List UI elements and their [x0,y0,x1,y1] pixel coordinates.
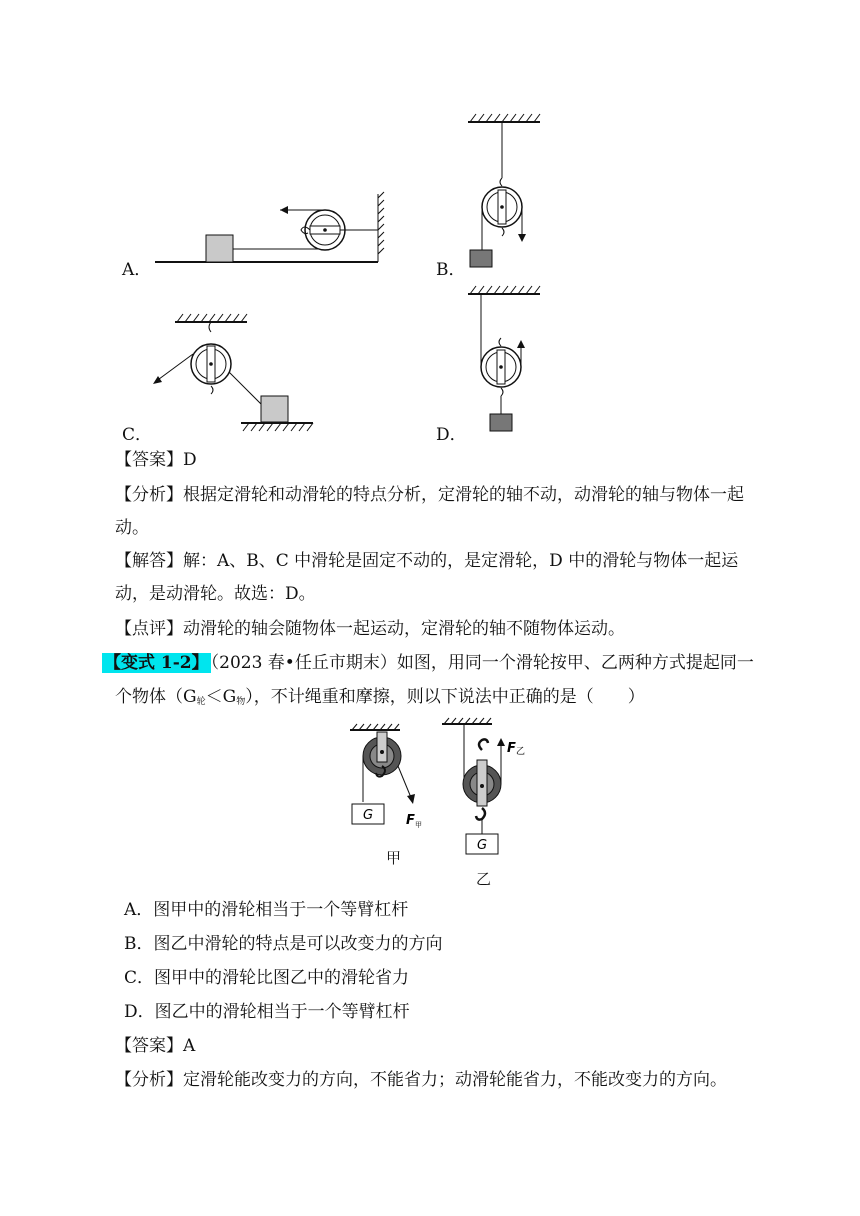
figure-b-fixed-pulley [460,110,550,270]
q2-analysis [115,1068,765,1092]
answer-label: 【答案】 [115,450,183,470]
q2-option-a: A．图甲中的滑轮相当于一个等臂杠杆 [124,900,409,920]
stem-less-than: ＜G [205,687,237,707]
analysis-text: 定滑轮能改变力的方向，不能省力；动滑轮能省力，不能改变力的方向。 [183,1070,727,1090]
figure-d-movable-pulley [460,282,550,442]
fig-yi-f-sub: 乙 [516,747,526,757]
fig-jia-f-sub: 甲 [415,821,422,829]
subscript-wheel: 轮 [196,697,206,707]
analysis-text: 根据定滑轮和动滑轮的特点分析，定滑轮的轴不动，动滑轮的轴与物体一起 [183,485,744,505]
fig-jia-g: G [362,808,374,823]
stem-text: （2023 春•任丘市期末）如图，用同一个滑轮按甲、乙两种方式提起同一 [210,653,754,673]
subscript-object: 物 [236,697,246,707]
option-d-label: D． [436,425,467,445]
fig-yi-caption: 乙 [476,870,492,888]
comment-text: 动滑轮的轴会随物体一起运动，定滑轮的轴不随物体运动。 [183,619,625,639]
q2-option-d: D．图乙中的滑轮相当于一个等臂杠杆 [124,1002,410,1022]
option-b-label: B． [436,260,466,280]
q1-comment [115,617,765,641]
figure-yi-movable-pulley [440,714,540,864]
solution-label: 【解答】 [115,551,183,571]
variant-tag: 【变式 1-2】 [104,653,209,673]
answer-value: A [183,1036,196,1056]
q1-answer [115,448,765,472]
q1-analysis-line1 [115,483,765,507]
stem-part-a: 个物体（G [115,687,197,707]
q1-analysis-line2: 动。 [115,518,149,538]
q2-stem-line2 [115,685,765,714]
analysis-label: 【分析】 [115,1070,183,1090]
figure-jia-fixed-pulley [340,722,440,832]
q2-answer [115,1034,765,1058]
q2-option-c: C．图甲中的滑轮比图乙中的滑轮省力 [124,968,410,988]
fig-jia-caption: 甲 [386,849,402,867]
figure-c-fixed-pulley-angled [145,308,325,436]
q1-solution-line2: 动，是动滑轮。故选：D。 [115,584,316,604]
solution-text: 解：A、B、C 中滑轮是固定不动的，是定滑轮，D 中的滑轮与物体一起运 [183,551,739,571]
option-a-label: A． [122,260,152,280]
q2-option-b: B．图乙中滑轮的特点是可以改变力的方向 [124,934,443,954]
q2-stem-line1 [102,651,752,675]
figure-a-fixed-pulley-horizontal [150,190,390,270]
stem-part-b: ），不计绳重和摩擦，则以下说法中正确的是（ ） [245,687,645,707]
fig-yi-g: G [476,838,488,853]
answer-value: D [183,450,197,470]
analysis-label: 【分析】 [115,485,183,505]
option-c-label: C． [122,425,153,445]
comment-label: 【点评】 [115,619,183,639]
fig-yi-f: F [507,741,516,756]
q1-solution-line1 [115,549,765,573]
answer-label: 【答案】 [115,1036,183,1056]
fig-jia-f: F [406,813,415,828]
